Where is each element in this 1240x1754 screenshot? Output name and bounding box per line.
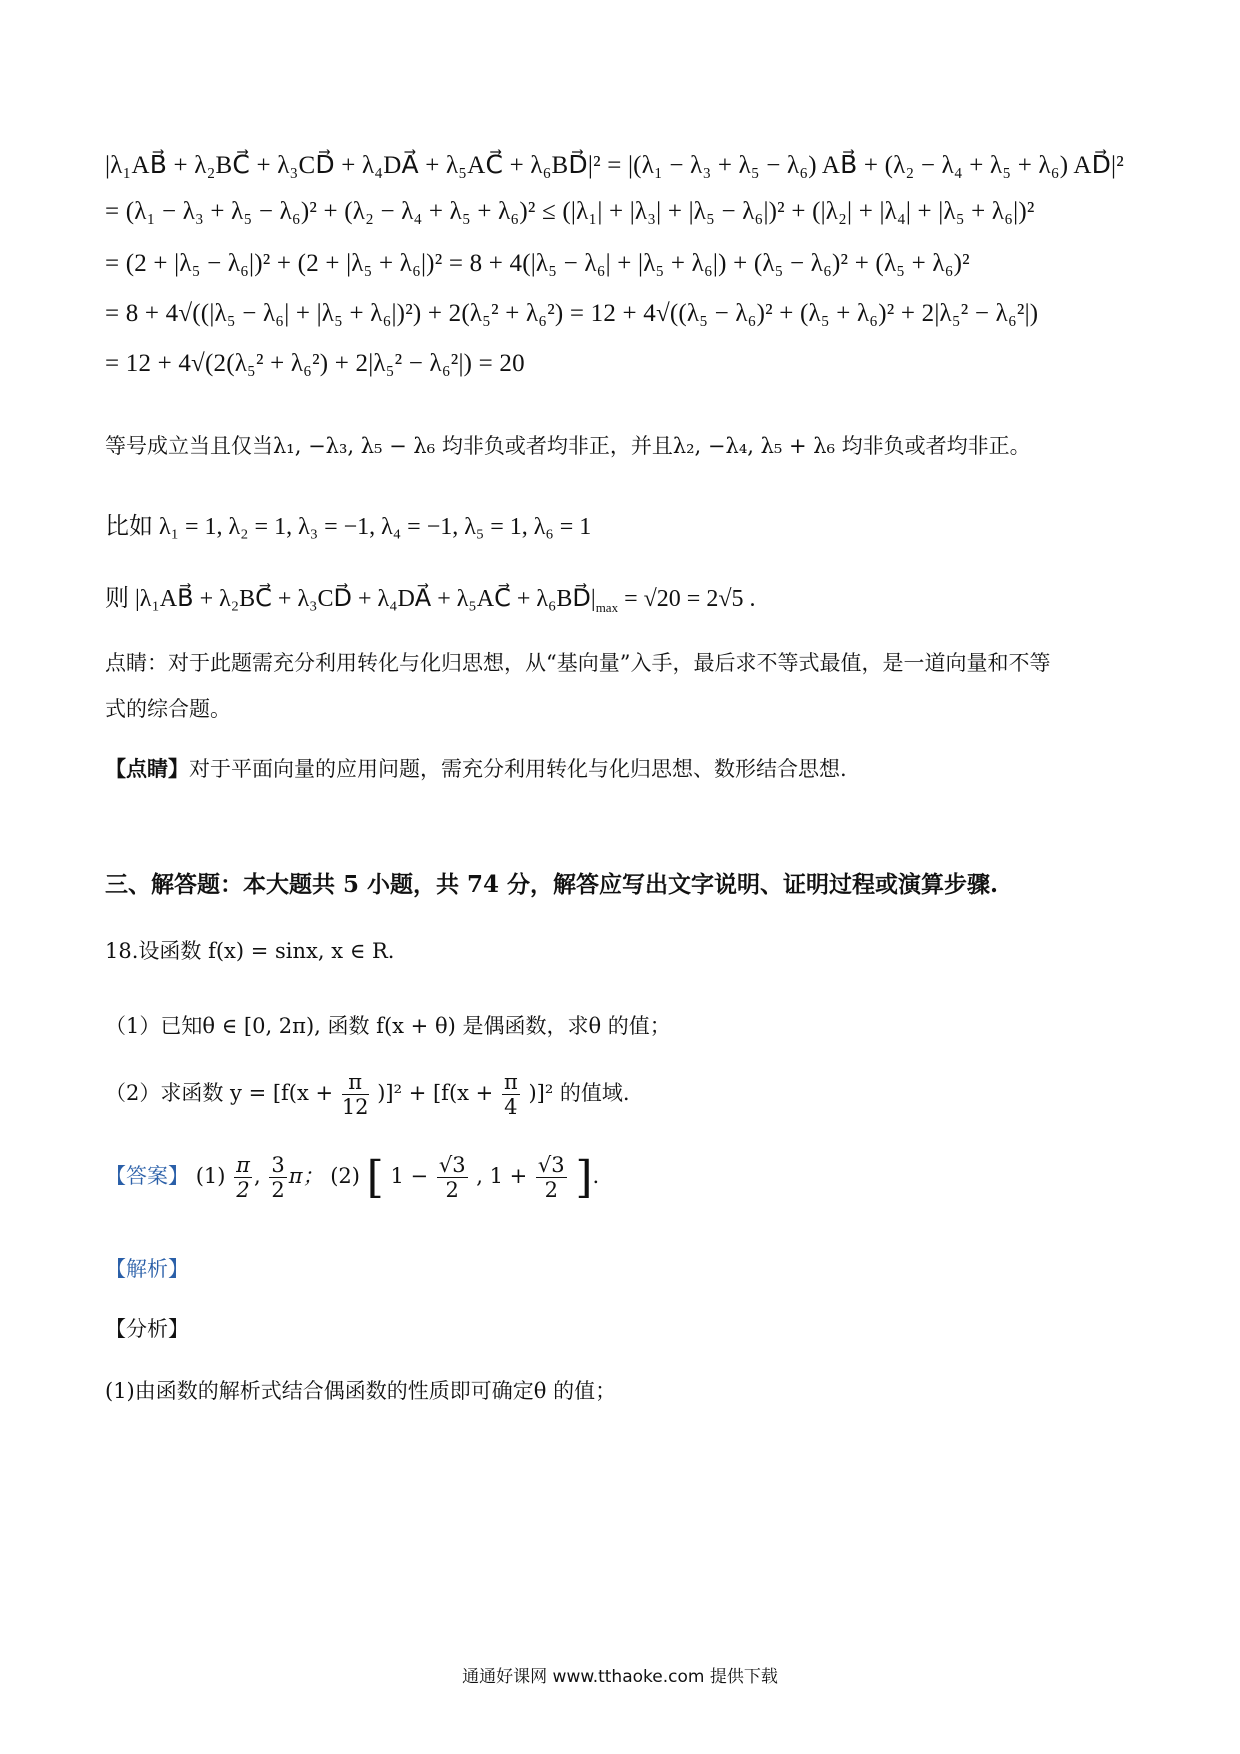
conclusion-prefix: 则 [105,586,129,612]
fenxi-tag: 【分析】 [105,1317,189,1341]
answer-frac-3-2 [269,1153,286,1202]
frac-denominator: 2 [544,1178,558,1202]
answer-part2-a: 1 − [390,1164,429,1188]
frac-denominator: 2 [445,1178,459,1202]
frac-numerator: √3 [438,1152,466,1177]
derivation-line-1: |λ₁AB⃗ + λ₂BC⃗ + λ₃CD⃗ + λ₄DA⃗ + λ₅AC⃗ + λ₆BD⃗|² = |(λ₁ − λ₃ + λ₅ − λ₆) AB⃗ + (λ₂ − λ₄ + λ₅ + λ₆) AD⃗|² [105,152,1124,179]
answer-frac-sqrt3-2-b [536,1153,567,1202]
question-18-part-1: （1）已知θ ∈ [0, 2π), 函数 f(x + θ) 是偶函数，求θ 的值； [105,1014,671,1038]
answer-part1-label: (1) [195,1164,226,1188]
remark-1-line-1: 点睛：对于此题需充分利用转化与化归思想，从“基向量”入手，最后求不等式最值，是一道向量和不等 [105,651,1051,675]
conclusion-expr: |λ₁AB⃗ + λ₂BC⃗ + λ₃CD⃗ + λ₄DA⃗ + λ₅AC⃗ + λ₆BD⃗| [135,586,596,612]
right-bracket-icon: ] [575,1152,593,1203]
equality-condition: 等号成立当且仅当λ₁, −λ₃, λ₅ − λ₆ 均非负或者均非正，并且λ₂, −λ₄, λ₅ + λ₆ 均非负或者均非正。 [105,434,1031,458]
question-18-stem: 18.设函数 f(x) = sinx, x ∈ R. [105,939,395,963]
frac-denominator: 4 [504,1095,518,1120]
answer-part1-tail: π； [288,1164,324,1188]
remark-2-tag: 【点睛】 [105,756,189,781]
conclusion-result: = √20 = 2√5 . [624,586,756,612]
remark-2-text: 对于平面向量的应用问题，需充分利用转化与化归思想、数形结合思想. [189,757,847,781]
derivation-line-2: = (λ₁ − λ₃ + λ₅ − λ₆)² + (λ₂ − λ₄ + λ₅ + λ₆)² ≤ (|λ₁| + |λ₃| + |λ₅ − λ₆|)² + (|λ₂| + |λ₄| + |λ₅ + λ₆|)² [105,198,1035,225]
remark-2 [105,753,847,783]
fenxi-line: (1)由函数的解析式结合偶函数的性质即可确定θ 的值； [105,1379,617,1403]
frac-numerator: π [236,1152,250,1177]
answer [105,1152,599,1203]
q18-part2-prefix: （2）求函数 y = [f(x + [105,1081,334,1106]
q18-part2-mid: )]² + [f(x + [377,1081,494,1106]
remark-1-line-2: 式的综合题。 [105,697,231,721]
section-3-heading: 三、解答题：本大题共 5 小题，共 74 分，解答应写出文字说明、证明过程或演算步骤. [105,871,999,898]
frac-denominator: 2 [236,1178,250,1202]
answer-tag: 【答案】 [105,1164,189,1188]
question-18-part-2 [105,1070,630,1119]
derivation-line-5: = 12 + 4√(2(λ₅² + λ₆²) + 2|λ₅² − λ₆²|) = 20 [105,350,525,377]
left-bracket-icon: [ [366,1152,384,1203]
answer-end: . [592,1164,600,1188]
answer-part2-label: (2) [330,1164,360,1188]
answer-part2-b: , 1 + [476,1164,528,1188]
frac-numerator: 3 [271,1152,285,1177]
frac-numerator: π [342,1070,369,1095]
answer-separator: , [253,1164,261,1188]
frac-numerator: √3 [537,1152,565,1177]
derivation-line-4: = 8 + 4√((|λ₅ − λ₆| + |λ₅ + λ₆|)²) + 2(λ₅² + λ₆²) = 12 + 4√((λ₅ − λ₆)² + (λ₅ + λ₆)² + 2|λ₅² − λ₆²|) [105,300,1039,327]
conclusion-sub: max [595,599,619,615]
conclusion [105,578,756,616]
q18-frac-pi-12 [342,1070,369,1119]
example-values: 比如 λ₁ = 1, λ₂ = 1, λ₃ = −1, λ₄ = −1, λ₅ = 1, λ₆ = 1 [105,514,592,540]
page-footer: 通通好课网 www.tthaoke.com 提供下载 [462,1667,778,1687]
q18-part2-suffix: )]² 的值域. [528,1081,630,1106]
frac-denominator: 12 [341,1095,369,1120]
answer-frac-sqrt3-2-a [437,1153,468,1202]
answer-frac-pi-2 [234,1153,252,1202]
frac-denominator: 2 [271,1178,285,1202]
derivation-line-3: = (2 + |λ₅ − λ₆|)² + (2 + |λ₅ + λ₆|)² = 8 + 4(|λ₅ − λ₆| + |λ₅ + λ₆|) + (λ₅ − λ₆)² + (λ₅ + λ₆)² [105,250,970,277]
q18-frac-pi-4 [502,1070,520,1119]
analysis-tag: 【解析】 [105,1257,189,1281]
frac-numerator: π [503,1070,518,1094]
